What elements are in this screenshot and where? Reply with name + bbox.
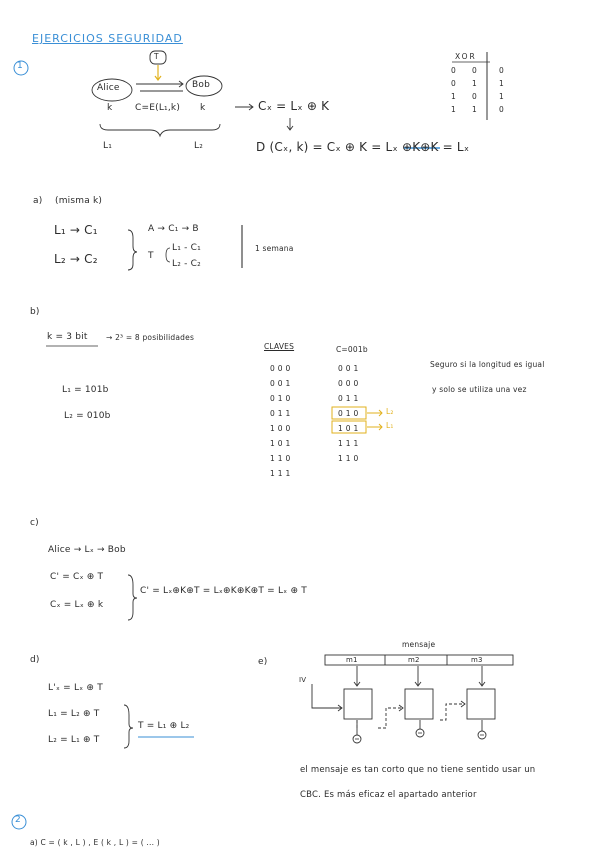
xor-cell: 1 [499, 92, 504, 101]
part-b-label: b) [30, 307, 40, 317]
k-right: k [200, 103, 206, 113]
c-value: 111 [338, 439, 362, 448]
d-result: T = L₁ ⊕ L₂ [138, 721, 190, 731]
part-c-label: c) [30, 518, 39, 528]
brace-under [100, 124, 220, 136]
xor-cell: 1 [472, 79, 477, 88]
d-line-3: L₂ = L₁ ⊕ T [48, 735, 100, 745]
part-a-note: (misma k) [55, 196, 103, 206]
mark-l2: L₂ [386, 407, 394, 416]
ex2-partial: a) C = ( k , L ) , E ( k , L ) = ( ... ) [30, 838, 160, 847]
xor-header: XOR [455, 52, 477, 61]
b-l1: L₁ = 101b [62, 385, 109, 395]
cbc-block-2 [405, 689, 433, 719]
alice-label: Alice [97, 83, 120, 93]
e-note-2: CBC. Es más eficaz el apartado anterior [300, 790, 477, 800]
exercise-number: 1 [17, 61, 23, 71]
c-line-2: C' = Cₓ ⊕ T [50, 572, 104, 582]
c-result: C' = Lₓ⊕K⊕T = Lₓ⊕K⊕K⊕T = Lₓ ⊕ T [140, 586, 307, 596]
xor-cell: 0 [499, 66, 504, 75]
xor-cell: 1 [499, 79, 504, 88]
b-l2: L₂ = 010b [64, 411, 111, 421]
cx-formula: Cₓ = Lₓ ⊕ K [258, 99, 330, 113]
b-note-2: y solo se utiliza una vez [432, 385, 527, 394]
c-value: 001 [338, 364, 362, 373]
xor-cell: 1 [472, 105, 477, 114]
k-left: k [107, 103, 113, 113]
clave-value: 011 [270, 409, 294, 418]
key-bits: k = 3 bit [47, 332, 88, 342]
b-note-1: Seguro si la longitud es igual [430, 360, 545, 369]
xor-cell: 0 [499, 105, 504, 114]
cbc-block-1 [344, 689, 372, 719]
c-value: 011 [338, 394, 362, 403]
clave-value: 101 [270, 439, 294, 448]
clave-value: 001 [270, 379, 294, 388]
clave-value: 000 [270, 364, 294, 373]
attack-2a: L₁ - C₁ [172, 243, 201, 253]
attack-T: T [148, 251, 154, 261]
xor-cell: 1 [451, 92, 456, 101]
xor-cell: 0 [451, 79, 456, 88]
decrypt-formula: D (Cₓ, k) = Cₓ ⊕ K = Lₓ ⊕K⊕K = Lₓ [256, 140, 470, 154]
a-row-1: L₁ → C₁ [54, 223, 98, 237]
xor-cell: 0 [472, 92, 477, 101]
bob-label: Bob [192, 80, 210, 90]
block-m2: m2 [408, 656, 420, 664]
exercise-2-number: 2 [15, 815, 21, 825]
l1-label: L₁ [103, 141, 113, 151]
d-line-1: L'ₓ = Lₓ ⊕ T [48, 683, 103, 693]
attack-2b: L₂ - C₂ [172, 259, 201, 269]
mark-l1: L₁ [386, 421, 394, 430]
c-header: C=001b [336, 345, 368, 354]
clave-value: 010 [270, 394, 294, 403]
e-note-1: el mensaje es tan corto que no tiene sentido usar un [300, 765, 536, 775]
l2-label: L₂ [194, 141, 204, 151]
cipher-formula: C=E(L₁,k) [135, 103, 181, 113]
claves-header: CLAVES [264, 342, 295, 351]
cbc-block-3 [467, 689, 495, 719]
block-m3: m3 [471, 656, 483, 664]
block-m1: m1 [346, 656, 358, 664]
mensaje-label: mensaje [402, 640, 436, 649]
a-row-2: L₂ → C₂ [54, 252, 98, 266]
attack-1: A → C₁ → B [148, 224, 199, 234]
clave-value: 110 [270, 454, 294, 463]
part-a-label: a) [33, 196, 43, 206]
page-title: EJERCICIOS SEGURIDAD [32, 32, 183, 45]
c-line-1: Alice → Lₓ → Bob [48, 545, 126, 555]
d-line-2: L₁ = L₂ ⊕ T [48, 709, 100, 719]
clave-value: 100 [270, 424, 294, 433]
c-value: 110 [338, 454, 362, 463]
clave-value: 111 [270, 469, 294, 478]
c-value: 010 [338, 409, 362, 418]
iv-label: IV [299, 676, 307, 684]
semana-note: 1 semana [255, 244, 294, 253]
part-d-label: d) [30, 655, 40, 665]
t-label: T [154, 52, 159, 61]
c-value: 000 [338, 379, 362, 388]
xor-cell: 1 [451, 105, 456, 114]
c-value: 101 [338, 424, 362, 433]
c-line-3: Cₓ = Lₓ ⊕ k [50, 600, 104, 610]
combinations: → 2³ = 8 posibilidades [106, 333, 195, 342]
xor-cell: 0 [451, 66, 456, 75]
part-e-label: e) [258, 657, 268, 667]
xor-cell: 0 [472, 66, 477, 75]
